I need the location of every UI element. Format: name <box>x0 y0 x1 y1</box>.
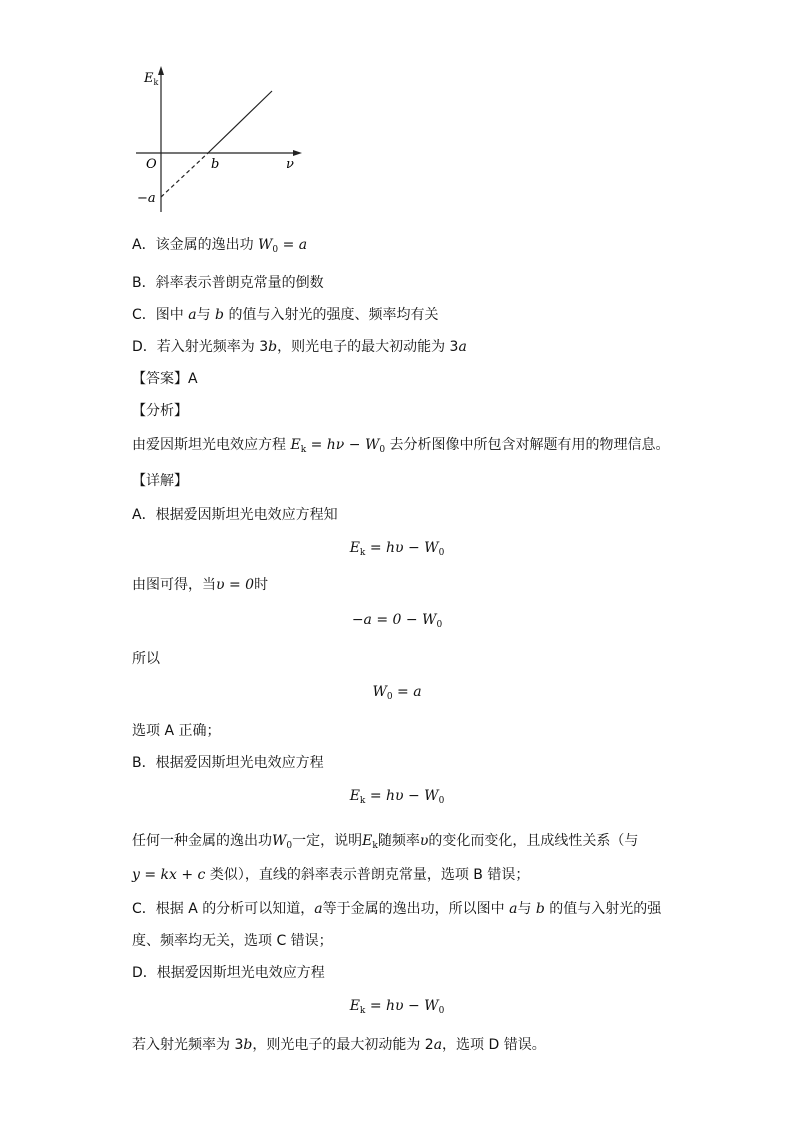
equation-3: $W_0 = a$ <box>372 684 422 702</box>
y-axis-label: $E_k$ <box>144 71 159 87</box>
detail-b-text-1: 任何一种金属的逸出功$W_0$一定，说明$E_k$随频率υ的变化而变化，且成线性关系（与 <box>132 833 639 851</box>
graph-line-dashed <box>161 153 208 197</box>
detail-c-text-1: C．根据 A 的分析可以知道，a等于金属的逸出功，所以图中 a与 b 的值与入射光的强 <box>132 901 662 917</box>
equation-5: $E_k = h\upsilon - W_0$ <box>349 998 445 1016</box>
option-a: A．该金属的逸出功 $W_0 = a$ <box>132 237 308 255</box>
x-axis-label: ν <box>286 157 294 172</box>
detail-c-text-2: 度、频率均无关，选项 C 错误； <box>132 933 333 949</box>
detail-d-intro: D．根据爱因斯坦光电效应方程 <box>132 965 325 981</box>
detail-b-text-2: y = kx + c 类似），直线的斜率表示普朗克常量，选项 B 错误； <box>132 867 530 883</box>
detail-a-intro: A．根据爱因斯坦光电效应方程知 <box>132 507 338 523</box>
x-axis-arrow <box>293 150 302 156</box>
answer-label: 【答案】 <box>132 371 188 387</box>
y-axis-arrow <box>158 66 164 75</box>
ek-nu-graph <box>128 62 328 222</box>
answer-value: A <box>188 371 198 387</box>
answer-line <box>132 370 198 388</box>
a-correct-text: 选项 A 正确； <box>132 723 221 739</box>
detail-label: 【详解】 <box>132 473 188 489</box>
analysis-label: 【分析】 <box>132 403 188 419</box>
detail-d-text: 若入射光频率为 3b，则光电子的最大初动能为 2a，选项 D 错误。 <box>132 1037 546 1053</box>
option-d: D．若入射光频率为 3b，则光电子的最大初动能为 3a <box>132 339 467 355</box>
equation-4: $E_k = h\upsilon - W_0$ <box>349 788 445 806</box>
option-b: B．斜率表示普朗克常量的倒数 <box>132 275 324 291</box>
from-graph-text: 由图可得，当υ = 0时 <box>132 577 269 593</box>
equation-1: $E_k = h\upsilon - W_0$ <box>349 540 445 558</box>
equation-2: $-a = 0 - W_0$ <box>351 612 443 630</box>
graph-line-solid <box>208 91 272 153</box>
so-text: 所以 <box>132 651 160 667</box>
option-c: C．图中 a与 b 的值与入射光的强度、频率均有关 <box>132 307 439 323</box>
math-w0: $W_0 = a$ <box>258 237 308 255</box>
detail-b-intro: B．根据爱因斯坦光电效应方程 <box>132 755 324 771</box>
analysis-text: 由爱因斯坦光电效应方程 $E_k = h\nu - W_0$ 去分析图像中所包含对解题有用的物理信息。 <box>132 437 670 455</box>
x-intercept-label: b <box>211 157 220 172</box>
y-intercept-label: −a <box>137 191 156 206</box>
origin-label: O <box>146 157 157 172</box>
